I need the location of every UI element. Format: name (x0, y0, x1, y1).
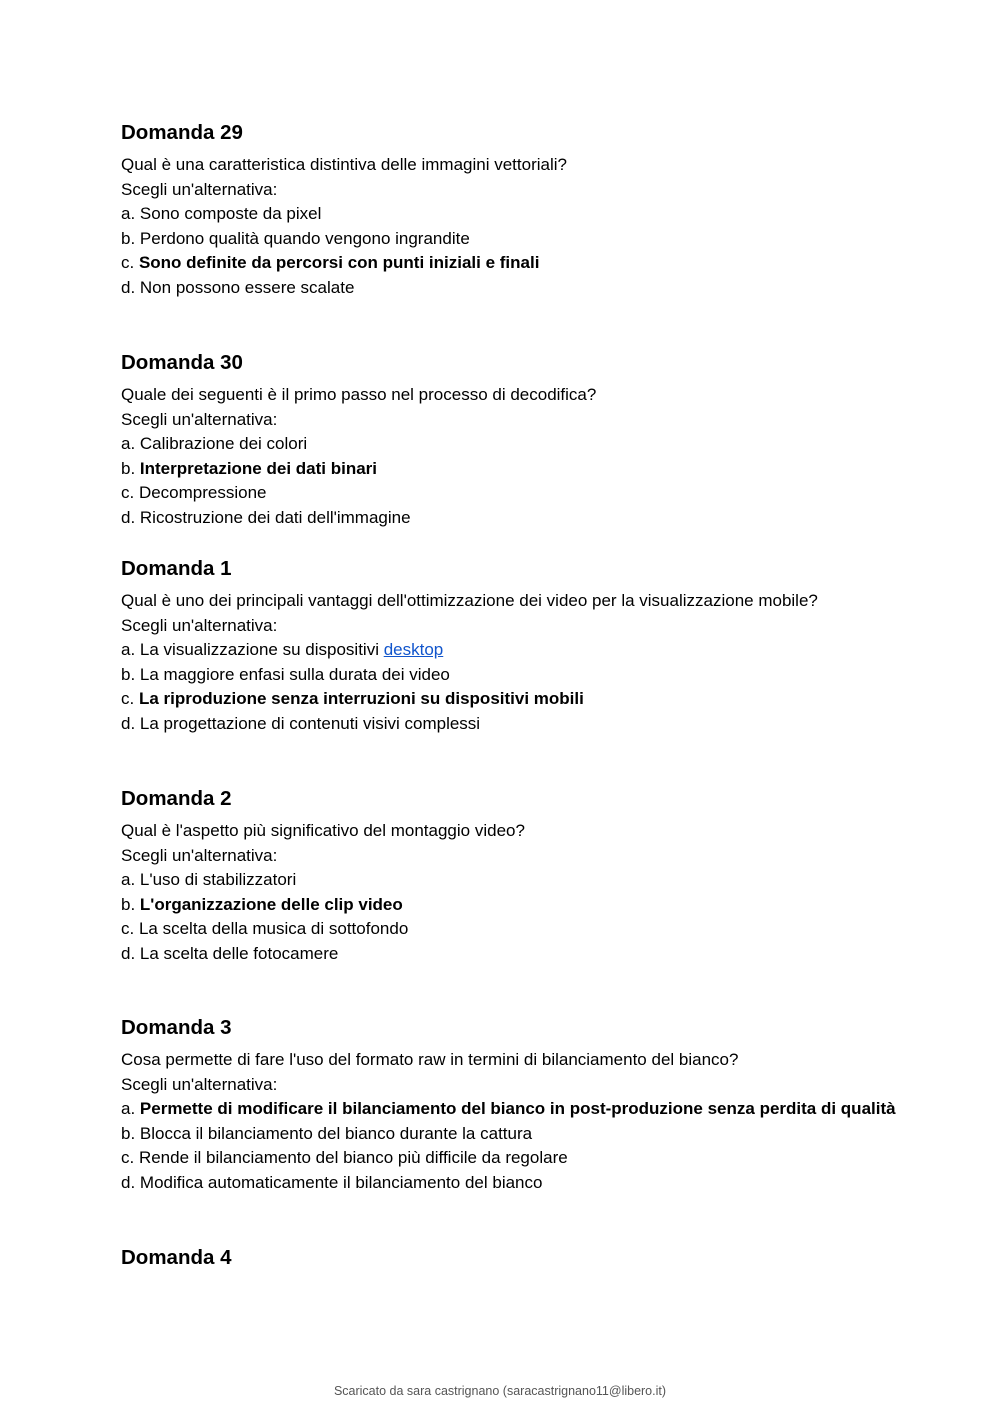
option-prefix: d. (121, 277, 140, 297)
option-prefix: c. (121, 689, 139, 709)
question-prompt: Cosa permette di fare l'uso del formato raw in termini di bilanciamento del bianco? (121, 1050, 739, 1069)
option-text: La riproduzione senza interruzioni su dispositivi mobili (138, 689, 584, 709)
option-c-correct (121, 687, 901, 712)
question-prompt: Qual è l'aspetto più significativo del montaggio video? (121, 821, 525, 840)
option-text: Rende il bilanciamento del bianco più difficile da regolare (138, 1148, 568, 1168)
option-prefix: b. (121, 664, 140, 684)
option-prefix: a. (121, 1099, 140, 1119)
option-text: Sono composte da pixel (139, 204, 322, 224)
option-prefix: d. (121, 713, 140, 733)
question-2 (121, 786, 901, 967)
option-b-correct (121, 893, 901, 918)
option-text: La progettazione di contenuti visivi complessi (139, 713, 481, 733)
question-30 (121, 350, 901, 531)
question-prompt: Qual è una caratteristica distintiva delle immagini vettoriali? (121, 155, 567, 174)
question-instruction: Scegli un'alternativa: (121, 179, 278, 199)
question-29 (121, 120, 901, 301)
option-prefix: b. (121, 228, 140, 248)
option-d (121, 942, 901, 967)
option-text: Permette di modificare il bilanciamento del bianco in post-produzione senza perdita di qualità (139, 1099, 896, 1119)
option-prefix: b. (121, 1123, 140, 1143)
option-c-correct (121, 251, 901, 276)
option-text: Sono definite da percorsi con punti iniziali e finali (138, 253, 540, 273)
option-prefix: a. (121, 434, 140, 454)
option-a (121, 868, 901, 893)
option-text: Perdono qualità quando vengono ingrandite (139, 228, 470, 248)
question-instruction: Scegli un'alternativa: (121, 845, 278, 865)
question-1 (121, 556, 901, 737)
option-c (121, 481, 901, 506)
option-text: Interpretazione dei dati binari (139, 458, 378, 478)
option-text: Non possono essere scalate (139, 277, 355, 297)
question-instruction: Scegli un'alternativa: (121, 1074, 278, 1094)
option-text: L'organizzazione delle clip video (139, 894, 403, 914)
option-text: La maggiore enfasi sulla durata dei video (139, 664, 450, 684)
option-prefix: c. (121, 253, 139, 273)
question-prompt: Quale dei seguenti è il primo passo nel processo di decodifica? (121, 385, 597, 404)
option-b-correct (121, 457, 901, 482)
option-prefix: c. (121, 483, 139, 503)
option-a (121, 432, 901, 457)
option-d (121, 276, 901, 301)
option-text: Calibrazione dei colori (139, 434, 308, 454)
option-a (121, 202, 901, 227)
option-d (121, 1171, 901, 1196)
option-prefix: d. (121, 943, 140, 963)
question-title: Domanda 30 (121, 351, 243, 374)
option-text: L'uso di stabilizzatori (139, 870, 297, 890)
question-title: Domanda 4 (121, 1246, 232, 1269)
question-prompt: Qual è uno dei principali vantaggi dell'ottimizzazione dei video per la visualizzazione mobile? (121, 591, 818, 610)
option-text: Decompressione (138, 483, 267, 503)
question-title: Domanda 29 (121, 121, 243, 144)
option-prefix: b. (121, 894, 140, 914)
option-b (121, 227, 901, 252)
question-3 (121, 1015, 901, 1196)
option-prefix: c. (121, 919, 139, 939)
option-text: La scelta della musica di sottofondo (138, 919, 409, 939)
option-prefix: d. (121, 1172, 140, 1192)
question-instruction: Scegli un'alternativa: (121, 409, 278, 429)
option-b (121, 663, 901, 688)
desktop-link[interactable]: desktop (383, 640, 444, 660)
question-title: Domanda 3 (121, 1016, 232, 1039)
option-prefix: d. (121, 507, 140, 527)
question-instruction: Scegli un'alternativa: (121, 615, 278, 635)
option-c (121, 917, 901, 942)
option-b (121, 1122, 901, 1147)
download-footer: Scaricato da sara castrignano (saracastrignano11@libero.it) (333, 1384, 667, 1398)
option-text: Ricostruzione dei dati dell'immagine (139, 507, 411, 527)
question-title: Domanda 1 (121, 557, 232, 580)
option-text: Modifica automaticamente il bilanciamento del bianco (139, 1172, 543, 1192)
option-a-correct (121, 1097, 901, 1122)
option-text: La scelta delle fotocamere (139, 943, 339, 963)
option-prefix: a. (121, 204, 140, 224)
option-text: La visualizzazione su dispositivi (139, 640, 384, 660)
question-4 (121, 1245, 901, 1278)
option-d (121, 712, 901, 737)
option-a (121, 638, 901, 663)
option-prefix: a. (121, 640, 140, 660)
option-text: Blocca il bilanciamento del bianco durante la cattura (139, 1123, 533, 1143)
option-prefix: a. (121, 870, 140, 890)
option-d (121, 506, 901, 531)
option-c (121, 1146, 901, 1171)
option-prefix: c. (121, 1148, 139, 1168)
question-title: Domanda 2 (121, 787, 232, 810)
option-prefix: b. (121, 458, 140, 478)
